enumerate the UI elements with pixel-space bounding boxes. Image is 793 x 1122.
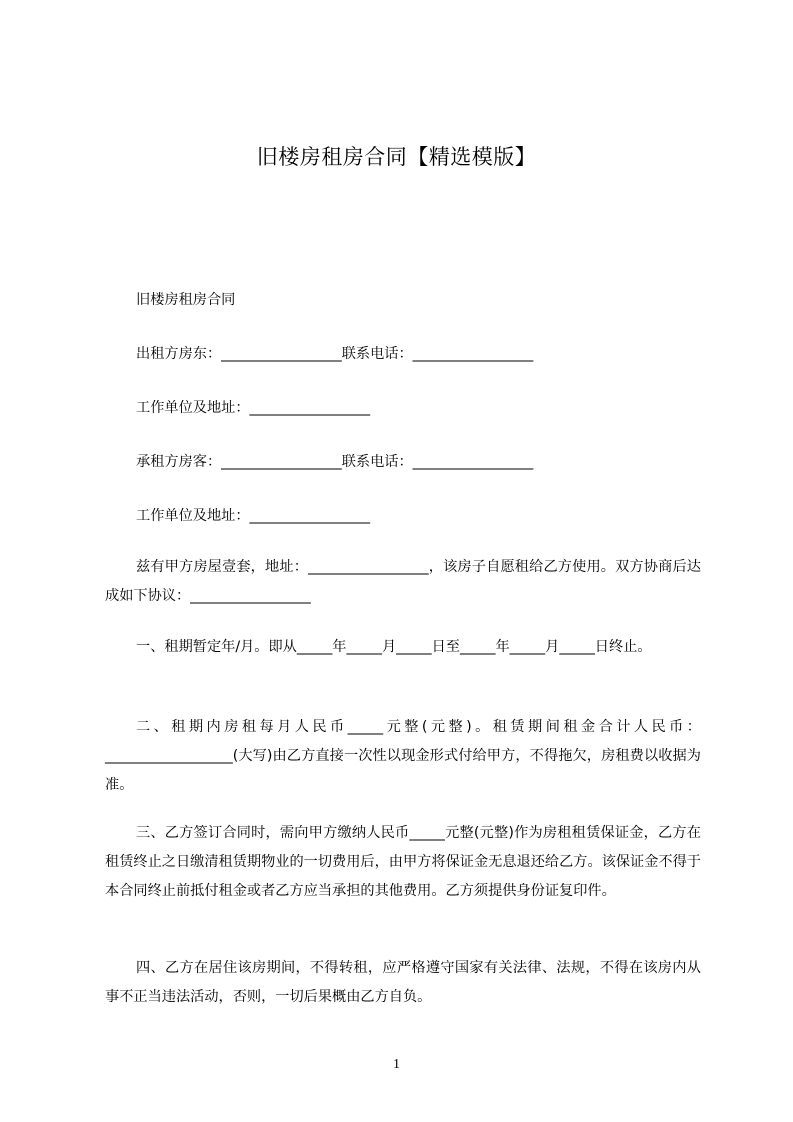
tenant-address-field: 工作单位及地址：_________________ — [136, 508, 371, 524]
landlord-address-field: 工作单位及地址：_________________ — [136, 400, 371, 416]
intro-paragraph: 兹有甲方房屋壹套，地址：_________________，该房子自愿租给乙方使用。双方协商后达成如下协议：_________________ — [105, 559, 701, 604]
clause-2-paragraph: 二、租期内房租每月人民币_____元整(元整)。租赁期间租金合计人民币：__________________(大写)由乙方直接一次性以现金形式付给甲方，不得拖欠，房租费以收据为准。 — [105, 719, 701, 793]
clause-3-paragraph: 三、乙方签订合同时，需向甲方缴纳人民币_____元整(元整)作为房租租赁保证金，乙方在租赁终止之日缴清租赁期物业的一切费用后，由甲方将保证金无息退还给乙方。该保证金不得于本合同终止前抵付租金或者乙方应当承担的其他费用。乙方须提供身份证复印件。 — [105, 825, 701, 899]
clause-1-paragraph: 一、租期暂定年/月。即从_____年_____月_____日至_____年_____月_____日终止。 — [136, 639, 652, 655]
landlord-field: 出租方房东：_________________联系电话：_________________ — [136, 346, 534, 362]
page-number: 1 — [393, 1057, 400, 1072]
document-title: 旧楼房租房合同【精选模版】 — [256, 145, 537, 169]
contract-subtitle: 旧楼房租房合同 — [136, 292, 236, 308]
clause-4-paragraph: 四、乙方在居住该房期间，不得转租，应严格遵守国家有关法律、法规，不得在该房内从事不正当违法活动，否则，一切后果概由乙方自负。 — [105, 960, 701, 1005]
tenant-field: 承租方房客：_________________联系电话：_________________ — [136, 454, 534, 470]
